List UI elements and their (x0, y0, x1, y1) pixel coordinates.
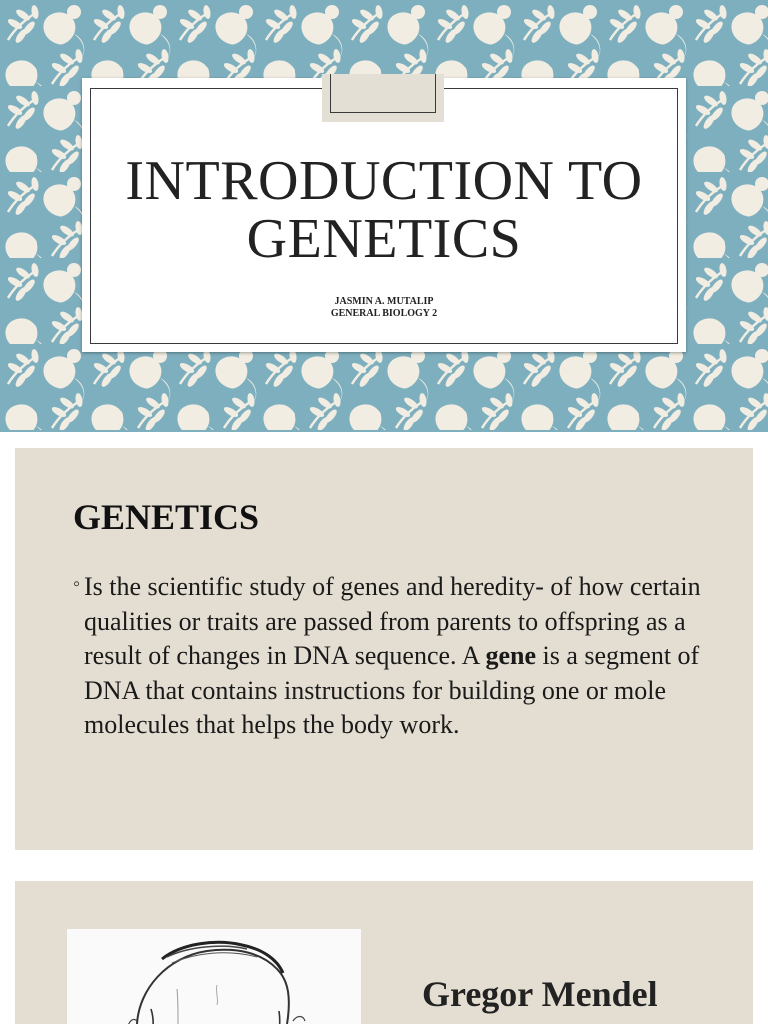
bullet-icon: ◦ (73, 573, 81, 595)
definition-text-1: Is the scientific study of genes and heredity- of how certain qualities or traits are passed from parents to offspring as a result of changes in DNA sequence. A (84, 572, 701, 670)
author-name: JASMIN A. MUTALIP (334, 296, 434, 307)
title-card (82, 78, 686, 352)
subtitle (82, 296, 686, 320)
mendel-slide (15, 881, 753, 1024)
slide-heading-mendel: Gregor Mendel (422, 974, 658, 1014)
bold-term: gene (485, 641, 537, 670)
title-card-tab-inner (330, 74, 436, 113)
slide-heading: GENETICS (73, 497, 260, 537)
title-slide (0, 0, 768, 432)
title-card-tab (322, 74, 444, 122)
course-name: GENERAL BIOLOGY 2 (330, 308, 438, 319)
mendel-portrait-image (67, 929, 361, 1024)
genetics-slide (15, 448, 753, 850)
title-line-1: INTRODUCTION TO (125, 150, 643, 212)
title-line-2: GENETICS (246, 208, 522, 270)
definition-text-2: is a segment of DNA that contains instructions for building one or mole molecules that helps the body work. (84, 641, 700, 739)
presentation-title (82, 152, 686, 268)
portrait-sketch (67, 929, 361, 1024)
bullet-paragraph (73, 570, 723, 743)
bullet-text (73, 570, 723, 743)
